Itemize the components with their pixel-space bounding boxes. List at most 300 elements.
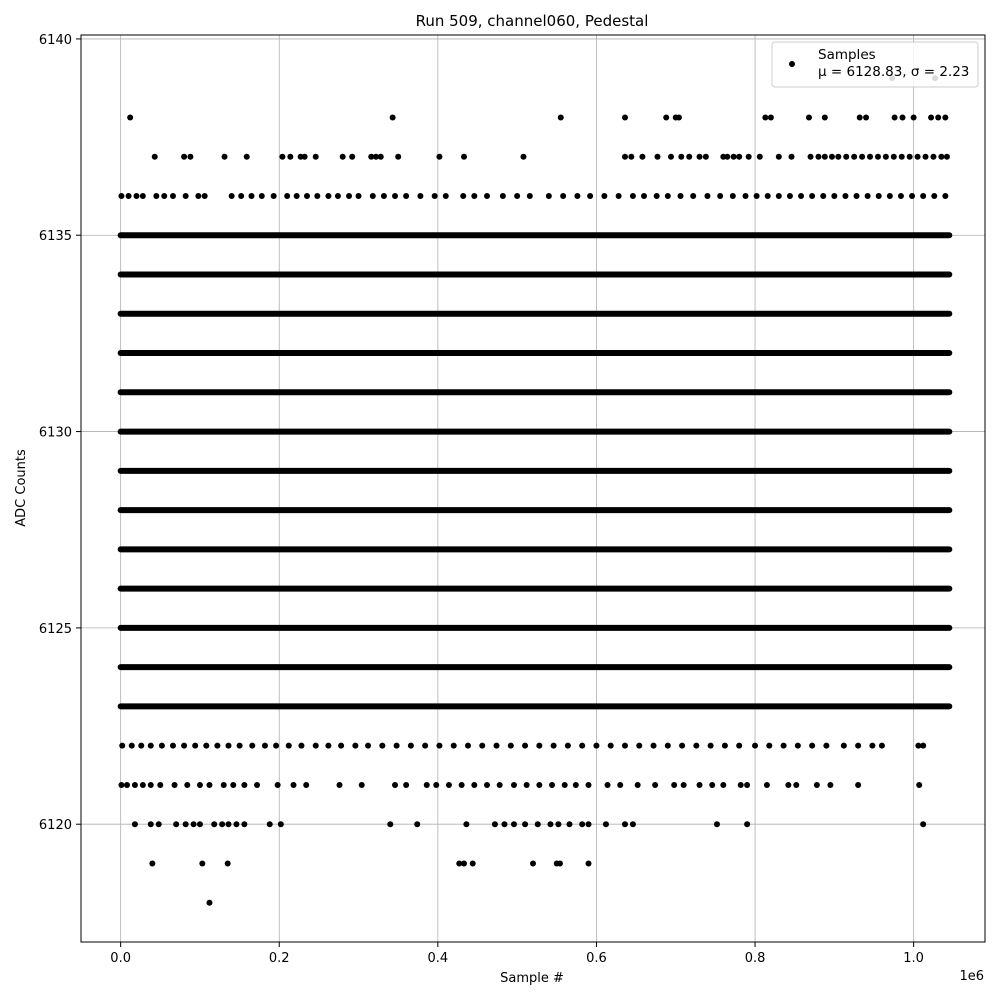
sample-point (181, 154, 187, 160)
sample-point (690, 193, 696, 199)
sample-point (560, 193, 566, 199)
sample-point (823, 743, 829, 749)
sample-point (663, 114, 669, 120)
sample-point (822, 114, 828, 120)
sample-point (808, 154, 814, 160)
sample-point (876, 193, 882, 199)
sample-point (697, 782, 703, 788)
sample-point (586, 821, 592, 827)
sample-point (302, 154, 308, 160)
sample-point (359, 782, 365, 788)
sample-point (708, 743, 714, 749)
sample-point (622, 154, 628, 160)
sample-point (197, 821, 203, 827)
sample-point (766, 743, 772, 749)
sample-point (273, 743, 279, 749)
sample-point (636, 743, 642, 749)
sample-point (622, 743, 628, 749)
sample-point (392, 193, 398, 199)
sample-point (558, 114, 564, 120)
sample-point (681, 782, 687, 788)
sample-point (781, 743, 787, 749)
sample-point (776, 154, 782, 160)
sample-point (511, 782, 517, 788)
sample-point (314, 193, 320, 199)
sample-point (587, 193, 593, 199)
sample-point (806, 114, 812, 120)
sample-point (140, 782, 146, 788)
sample-point (586, 782, 592, 788)
sample-point (365, 743, 371, 749)
sample-point (601, 193, 607, 199)
sample-point (665, 193, 671, 199)
sample-point (414, 821, 420, 827)
sample-point (787, 193, 793, 199)
sample-point (432, 193, 438, 199)
sample-point (222, 154, 228, 160)
sample-point (714, 821, 720, 827)
sample-point (730, 193, 736, 199)
sample-point (156, 821, 162, 827)
sample-point (259, 193, 265, 199)
sample-point (335, 193, 341, 199)
sample-point (219, 821, 225, 827)
y-tick-label: 6130 (38, 425, 72, 441)
sample-point (119, 743, 125, 749)
sample-point (463, 821, 469, 827)
sample-point (942, 193, 948, 199)
sample-point (863, 114, 869, 120)
sample-point (152, 154, 158, 160)
sample-point (187, 154, 193, 160)
sample-point (785, 782, 791, 788)
sample-point (286, 743, 292, 749)
sample-point (651, 743, 657, 749)
sample-point (809, 193, 815, 199)
sample-point (617, 782, 623, 788)
sample-point (935, 114, 941, 120)
sample-point (736, 743, 742, 749)
sample-point (484, 782, 490, 788)
sample-point (443, 193, 449, 199)
sample-point (126, 193, 132, 199)
sample-point (717, 193, 723, 199)
sample-point (891, 154, 897, 160)
sample-point (536, 782, 542, 788)
sample-point (465, 743, 471, 749)
sample-point (931, 193, 937, 199)
sample-point (387, 821, 393, 827)
sample-point (879, 743, 885, 749)
x-tick-label: 0.8 (744, 951, 766, 966)
sample-point (898, 193, 904, 199)
sample-point (225, 821, 231, 827)
sample-point (378, 154, 384, 160)
x-tick-label: 0.6 (586, 951, 607, 966)
sample-point (593, 743, 599, 749)
sample-point (822, 154, 828, 160)
sample-point (395, 154, 401, 160)
legend-marker (789, 61, 795, 67)
sample-point (206, 782, 212, 788)
sample-point (920, 193, 926, 199)
sample-point (793, 782, 799, 788)
sample-point (229, 193, 235, 199)
sample-point (857, 114, 863, 120)
sample-point (703, 154, 709, 160)
sample-point (159, 743, 165, 749)
sample-point (446, 782, 452, 788)
sample-point (641, 193, 647, 199)
sample-point (284, 193, 290, 199)
y-tick-label: 6140 (38, 32, 72, 48)
sample-point (248, 193, 254, 199)
sample-point (157, 782, 163, 788)
sample-point (522, 821, 528, 827)
sample-point (555, 821, 561, 827)
sample-point (184, 782, 190, 788)
sample-point (676, 114, 682, 120)
sample-point (129, 743, 135, 749)
sample-point (149, 860, 155, 866)
sample-point (530, 860, 536, 866)
sample-point (403, 782, 409, 788)
sample-point (500, 193, 506, 199)
sample-point (241, 821, 247, 827)
sample-point (214, 743, 220, 749)
sample-point (291, 782, 297, 788)
sample-point (337, 782, 343, 788)
sample-point (744, 821, 750, 827)
sample-point (820, 193, 826, 199)
sample-point (417, 193, 423, 199)
sample-point (920, 743, 926, 749)
sample-point (630, 193, 636, 199)
sample-point (671, 782, 677, 788)
sample-point (579, 821, 585, 827)
sample-point (630, 821, 636, 827)
legend (772, 42, 978, 87)
sample-point (911, 114, 917, 120)
sample-point (181, 743, 187, 749)
sample-point (635, 782, 641, 788)
sample-point (408, 743, 414, 749)
sample-point (724, 154, 730, 160)
sample-point (546, 193, 552, 199)
sample-point (195, 193, 201, 199)
sample-point (271, 193, 277, 199)
sample-point (942, 114, 948, 120)
sample-point (841, 743, 847, 749)
sample-point (678, 154, 684, 160)
y-tick-label: 6125 (38, 621, 72, 637)
sample-point (809, 743, 815, 749)
sample-point (471, 193, 477, 199)
sample-point (831, 193, 837, 199)
sample-point (859, 154, 865, 160)
sample-point (211, 821, 217, 827)
sample-point (225, 743, 231, 749)
sample-point (148, 782, 154, 788)
sample-point (471, 782, 477, 788)
sample-point (183, 821, 189, 827)
sample-point (275, 782, 281, 788)
sample-point (356, 193, 362, 199)
sample-point (693, 743, 699, 749)
x-tick-label: 0.4 (427, 951, 449, 966)
sample-point (916, 782, 922, 788)
sample-point (461, 154, 467, 160)
sample-point (325, 193, 331, 199)
sample-point (511, 821, 517, 827)
sample-point (579, 743, 585, 749)
sample-point (798, 193, 804, 199)
sample-point (199, 860, 205, 866)
sample-point (883, 154, 889, 160)
sample-point (254, 782, 260, 788)
sample-point (736, 154, 742, 160)
sample-point (294, 193, 300, 199)
sample-point (325, 743, 331, 749)
sample-point (887, 193, 893, 199)
sample-point (654, 193, 660, 199)
sample-point (424, 782, 430, 788)
sample-point (536, 743, 542, 749)
sample-point (225, 860, 231, 866)
sample-point (815, 154, 821, 160)
sample-point (574, 193, 580, 199)
sample-point (161, 193, 167, 199)
sample-point (192, 743, 198, 749)
sample-point (134, 193, 140, 199)
sample-point (899, 154, 905, 160)
sample-point (170, 743, 176, 749)
sample-point (132, 782, 138, 788)
sample-point (132, 821, 138, 827)
sample-point (313, 743, 319, 749)
sample-point (762, 114, 768, 120)
sample-point (795, 743, 801, 749)
x-tick-label: 0.0 (110, 951, 131, 966)
sample-point (527, 193, 533, 199)
sample-point (514, 193, 520, 199)
sample-point (279, 154, 285, 160)
sample-point (249, 743, 255, 749)
sample-point (851, 154, 857, 160)
sample-point (244, 154, 250, 160)
sample-point (287, 154, 293, 160)
sample-point (479, 743, 485, 749)
sample-point (138, 743, 144, 749)
sample-point (892, 114, 898, 120)
sample-point (340, 154, 346, 160)
sample-point (605, 782, 611, 788)
sample-point (349, 154, 355, 160)
sample-point (461, 860, 467, 866)
sample-point (172, 782, 178, 788)
sample-point (148, 743, 154, 749)
sample-point (765, 193, 771, 199)
sample-point (603, 821, 609, 827)
sample-point (752, 743, 758, 749)
sample-point (867, 154, 873, 160)
sample-point (278, 821, 284, 827)
sample-point (501, 821, 507, 827)
sample-point (379, 743, 385, 749)
sample-point (628, 154, 634, 160)
sample-point (508, 743, 514, 749)
x-axis-offset-label: 1e6 (959, 969, 984, 984)
sample-point (202, 193, 208, 199)
sample-point (470, 860, 476, 866)
sample-point (616, 193, 622, 199)
sample-point (720, 782, 726, 788)
sample-point (549, 782, 555, 788)
sample-point (677, 193, 683, 199)
sample-point (230, 782, 236, 788)
x-tick-label: 1.0 (903, 951, 924, 966)
sample-point (915, 154, 921, 160)
sample-point (422, 743, 428, 749)
sample-point (298, 743, 304, 749)
y-tick-label: 6120 (38, 818, 72, 834)
sample-point (928, 114, 934, 120)
sample-point (497, 782, 503, 788)
sample-point (433, 782, 439, 788)
sample-point (709, 782, 715, 788)
sample-point (535, 821, 541, 827)
sample-point (304, 193, 310, 199)
sample-point (460, 193, 466, 199)
sample-point (124, 782, 130, 788)
sample-point (565, 743, 571, 749)
sample-point (313, 154, 319, 160)
sample-point (118, 193, 124, 199)
sample-point (484, 193, 490, 199)
sample-point (731, 154, 737, 160)
sample-point (622, 114, 628, 120)
sample-point (814, 782, 820, 788)
sample-point (869, 743, 875, 749)
sample-point (608, 743, 614, 749)
sample-point (221, 782, 227, 788)
sample-point (203, 743, 209, 749)
sample-point (923, 154, 929, 160)
sample-point (127, 114, 133, 120)
sample-point (622, 821, 628, 827)
y-tick-label: 6135 (38, 229, 72, 245)
sample-point (206, 900, 212, 906)
sample-point (494, 743, 500, 749)
sample-point (827, 782, 833, 788)
sample-point (654, 154, 660, 160)
x-axis-label: Sample # (500, 971, 564, 986)
sample-point (140, 193, 146, 199)
sample-point (191, 821, 197, 827)
sample-point (392, 782, 398, 788)
sample-point (854, 193, 860, 199)
sample-point (855, 743, 861, 749)
sample-point (842, 193, 848, 199)
sample-point (148, 821, 154, 827)
sample-point (686, 154, 692, 160)
sample-point (352, 743, 358, 749)
sample-point (875, 154, 881, 160)
sample-point (639, 154, 645, 160)
sample-point (900, 114, 906, 120)
sample-point (907, 154, 913, 160)
sample-point (173, 821, 179, 827)
sample-point (668, 154, 674, 160)
sample-point (768, 114, 774, 120)
sample-point (829, 154, 835, 160)
sample-point (436, 154, 442, 160)
sample-point (855, 782, 861, 788)
sample-point (183, 193, 189, 199)
sample-point (776, 193, 782, 199)
sample-point (665, 743, 671, 749)
sample-point (704, 193, 710, 199)
sample-point (303, 782, 309, 788)
sample-point (262, 743, 268, 749)
chart-title: Run 509, channel060, Pedestal (415, 12, 649, 30)
sample-point (944, 154, 950, 160)
sample-point (346, 193, 352, 199)
sample-point (522, 743, 528, 749)
sample-point (459, 782, 465, 788)
sample-point (757, 154, 763, 160)
sample-point (930, 154, 936, 160)
sample-point (436, 743, 442, 749)
y-axis-label: ADC Counts (14, 449, 29, 527)
sample-point (562, 782, 568, 788)
sample-point (722, 743, 728, 749)
sample-point (338, 743, 344, 749)
sample-point (738, 782, 744, 788)
sample-point (118, 782, 124, 788)
sample-point (238, 193, 244, 199)
sample-point (746, 154, 752, 160)
sample-point (835, 154, 841, 160)
sample-point (743, 193, 749, 199)
sample-point (566, 821, 572, 827)
sample-point (492, 821, 498, 827)
sample-point (679, 743, 685, 749)
sample-point (789, 154, 795, 160)
sample-point (394, 743, 400, 749)
sample-point (524, 782, 530, 788)
x-tick-label: 0.2 (268, 951, 290, 966)
sample-point (547, 821, 553, 827)
legend-label-line1: Samples (818, 47, 876, 63)
sample-point (652, 782, 658, 788)
sample-point (153, 193, 159, 199)
sample-point (403, 193, 409, 199)
sample-point (520, 154, 526, 160)
sample-point (938, 154, 944, 160)
sample-point (241, 782, 247, 788)
legend-label-line2: μ = 6128.83, σ = 2.23 (818, 64, 970, 80)
sample-point (233, 821, 239, 827)
sample-point (754, 193, 760, 199)
sample-point (390, 114, 396, 120)
sample-point (267, 821, 273, 827)
sample-point (843, 154, 849, 160)
sample-point (557, 860, 563, 866)
sample-point (551, 743, 557, 749)
sample-point (197, 782, 203, 788)
sample-point (744, 782, 750, 788)
